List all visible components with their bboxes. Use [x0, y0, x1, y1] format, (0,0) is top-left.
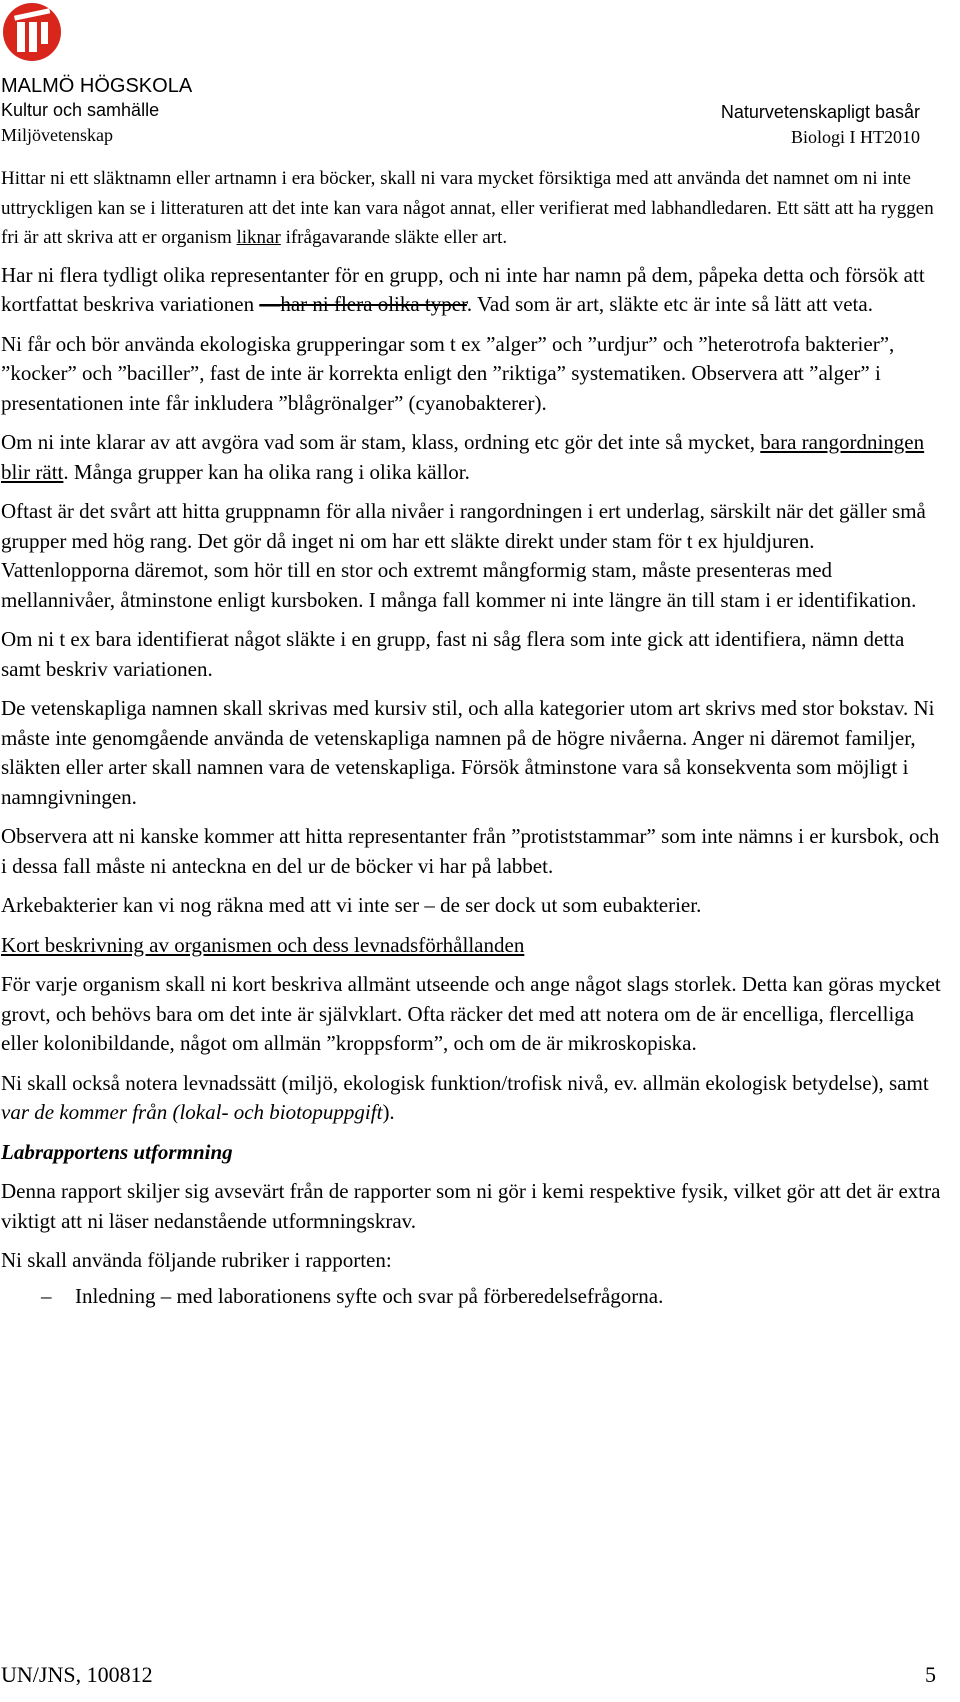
course-name: Biologi I HT2010 [791, 127, 920, 147]
paragraph [1, 428, 946, 487]
paragraph-text: Om ni inte klarar av att avgöra vad som är stam, klass, ordning etc gör det inte så mycket, [1, 430, 761, 454]
underlined-text: bara rangordningen blir rätt [1, 430, 925, 484]
document-body [1, 164, 946, 1311]
list-item [1, 1282, 946, 1312]
section-heading: Labrapportens utformning [1, 1139, 233, 1164]
paragraph: Denna rapport skiljer sig avsevärt från de rapporter som ni gör i kemi respektive fysik, vilket gör att det är extra viktigt att ni läser nedanstående utformningskrav. [1, 1179, 941, 1233]
italic-text: var de kommer från (lokal- och biotopuppgift [1, 1100, 383, 1124]
underlined-text: liknar [236, 227, 281, 248]
paragraph: Arkebakterier kan vi nog räkna med att vi inte ser – de ser dock ut som eubakterier. [1, 893, 702, 917]
department-name: Miljövetenskap [1, 125, 113, 145]
header-right [721, 100, 920, 150]
footer-author-date: UN/JNS, 100812 [1, 1662, 153, 1687]
page-number: 5 [925, 1662, 936, 1687]
paragraph: De vetenskapliga namnen skall skrivas med kursiv stil, och alla kategorier utom art skrivs med stor bokstav. Ni måste inte genomgående använda de vetenskapliga namnen på de högre nivåerna. Anger ni däremot familjer, släkten eller arter skall namnen vara de vetenskapliga. Försök åtminstone vara så konsekventa som möjligt i namngivningen. [1, 696, 935, 809]
paragraph-text: Har ni flera tydligt olika representanter för en grupp, och ni inte har namn på dem, påpeka detta och försök att kortfattat beskriva variationen [1, 262, 925, 316]
paragraph [1, 1069, 946, 1128]
paragraph: För varje organism skall ni kort beskriva allmänt utseende och ange något slags storlek. Detta kan göras mycket grovt, och behövs bara om det inte är självklart. Ofta räcker det med att notera om de är encelliga, flercelliga eller kolonibildande, något om allmän ”kroppsform”, och om de är mikroskopiska. [1, 972, 941, 1055]
paragraph: Ni skall använda följande rubriker i rapporten: [1, 1248, 392, 1272]
paragraph: Ni får och bör använda ekologiska grupperingar som t ex ”alger” och ”urdjur” och ”heterotrofa bakterier”, ”kocker” och ”baciller”, fast de inte är korrekta enligt den ”riktiga” systematiken. Observera att ”alger” i presentationen inte får inkludera ”blågrönalger” (cyanobakterer). [1, 331, 895, 415]
list-item-text: Inledning – med laborationens syfte och svar på förberedelsefrågorna. [75, 1283, 664, 1308]
paragraph-text: . Vad som är art, släkte etc är inte så lätt att veta. [466, 292, 873, 316]
malmo-hogskola-logo [2, 2, 62, 62]
header-left [1, 74, 192, 148]
list-marker: – [41, 1283, 52, 1308]
paragraph: Om ni t ex bara identifierat något släkte i en grupp, fast ni såg flera som inte gick att identifiera, nämn detta samt beskriv variationen. [1, 627, 905, 681]
institution-name: MALMÖ HÖGSKOLA [1, 75, 193, 97]
paragraph-text: . Många grupper kan ha olika rang i olika källor. [63, 459, 470, 484]
paragraph-text: ifrågavarande släkte eller art. [280, 227, 508, 248]
paragraph-text: Hittar ni ett släktnamn eller artnamn i era böcker, skall ni vara mycket försiktiga med att använda det namnet om ni inte uttryckligen kan se i litteraturen att det inte kan vara något annat, eller verifierat med labhandledaren. Ett sätt att ha ryggen fri är att skriva att er organism [1, 168, 934, 248]
paragraph: Observera att ni kanske kommer att hitta representanter från ”protiststammar” som inte nämns i er kursbok, och i dessa fall måste ni anteckna en del ur de böcker vi har på labbet. [1, 824, 940, 878]
faculty-name: Kultur och samhälle [1, 100, 160, 120]
section-heading: Kort beskrivning av organismen och dess levnadsförhållanden [1, 932, 525, 957]
paragraph [1, 261, 946, 320]
paragraph [1, 164, 946, 253]
paragraph: Oftast är det svårt att hitta gruppnamn för alla nivåer i rangordningen i ert underlag, särskilt när det gäller små grupper med hög rang. Det gör då inget ni om har ett släkte direkt under stam för t ex hjuldjuren. Vattenlopporna däremot, som hör till en stor och extremt mångformig stam, måste presenteras med mellannivåer, åtminstone enligt kursboken. I många fall kommer ni inte längre än till stam i er identifikation. [1, 499, 926, 612]
strikethrough-text: —har ni flera olika typer [259, 292, 467, 316]
paragraph-text: Ni skall också notera levnadssätt (miljö, ekologisk funktion/trofisk nivå, ev. allmän ekologisk betydelse), samt [1, 1070, 929, 1095]
paragraph-text: ). [382, 1100, 395, 1124]
program-name: Naturvetenskapligt basår [720, 102, 920, 122]
